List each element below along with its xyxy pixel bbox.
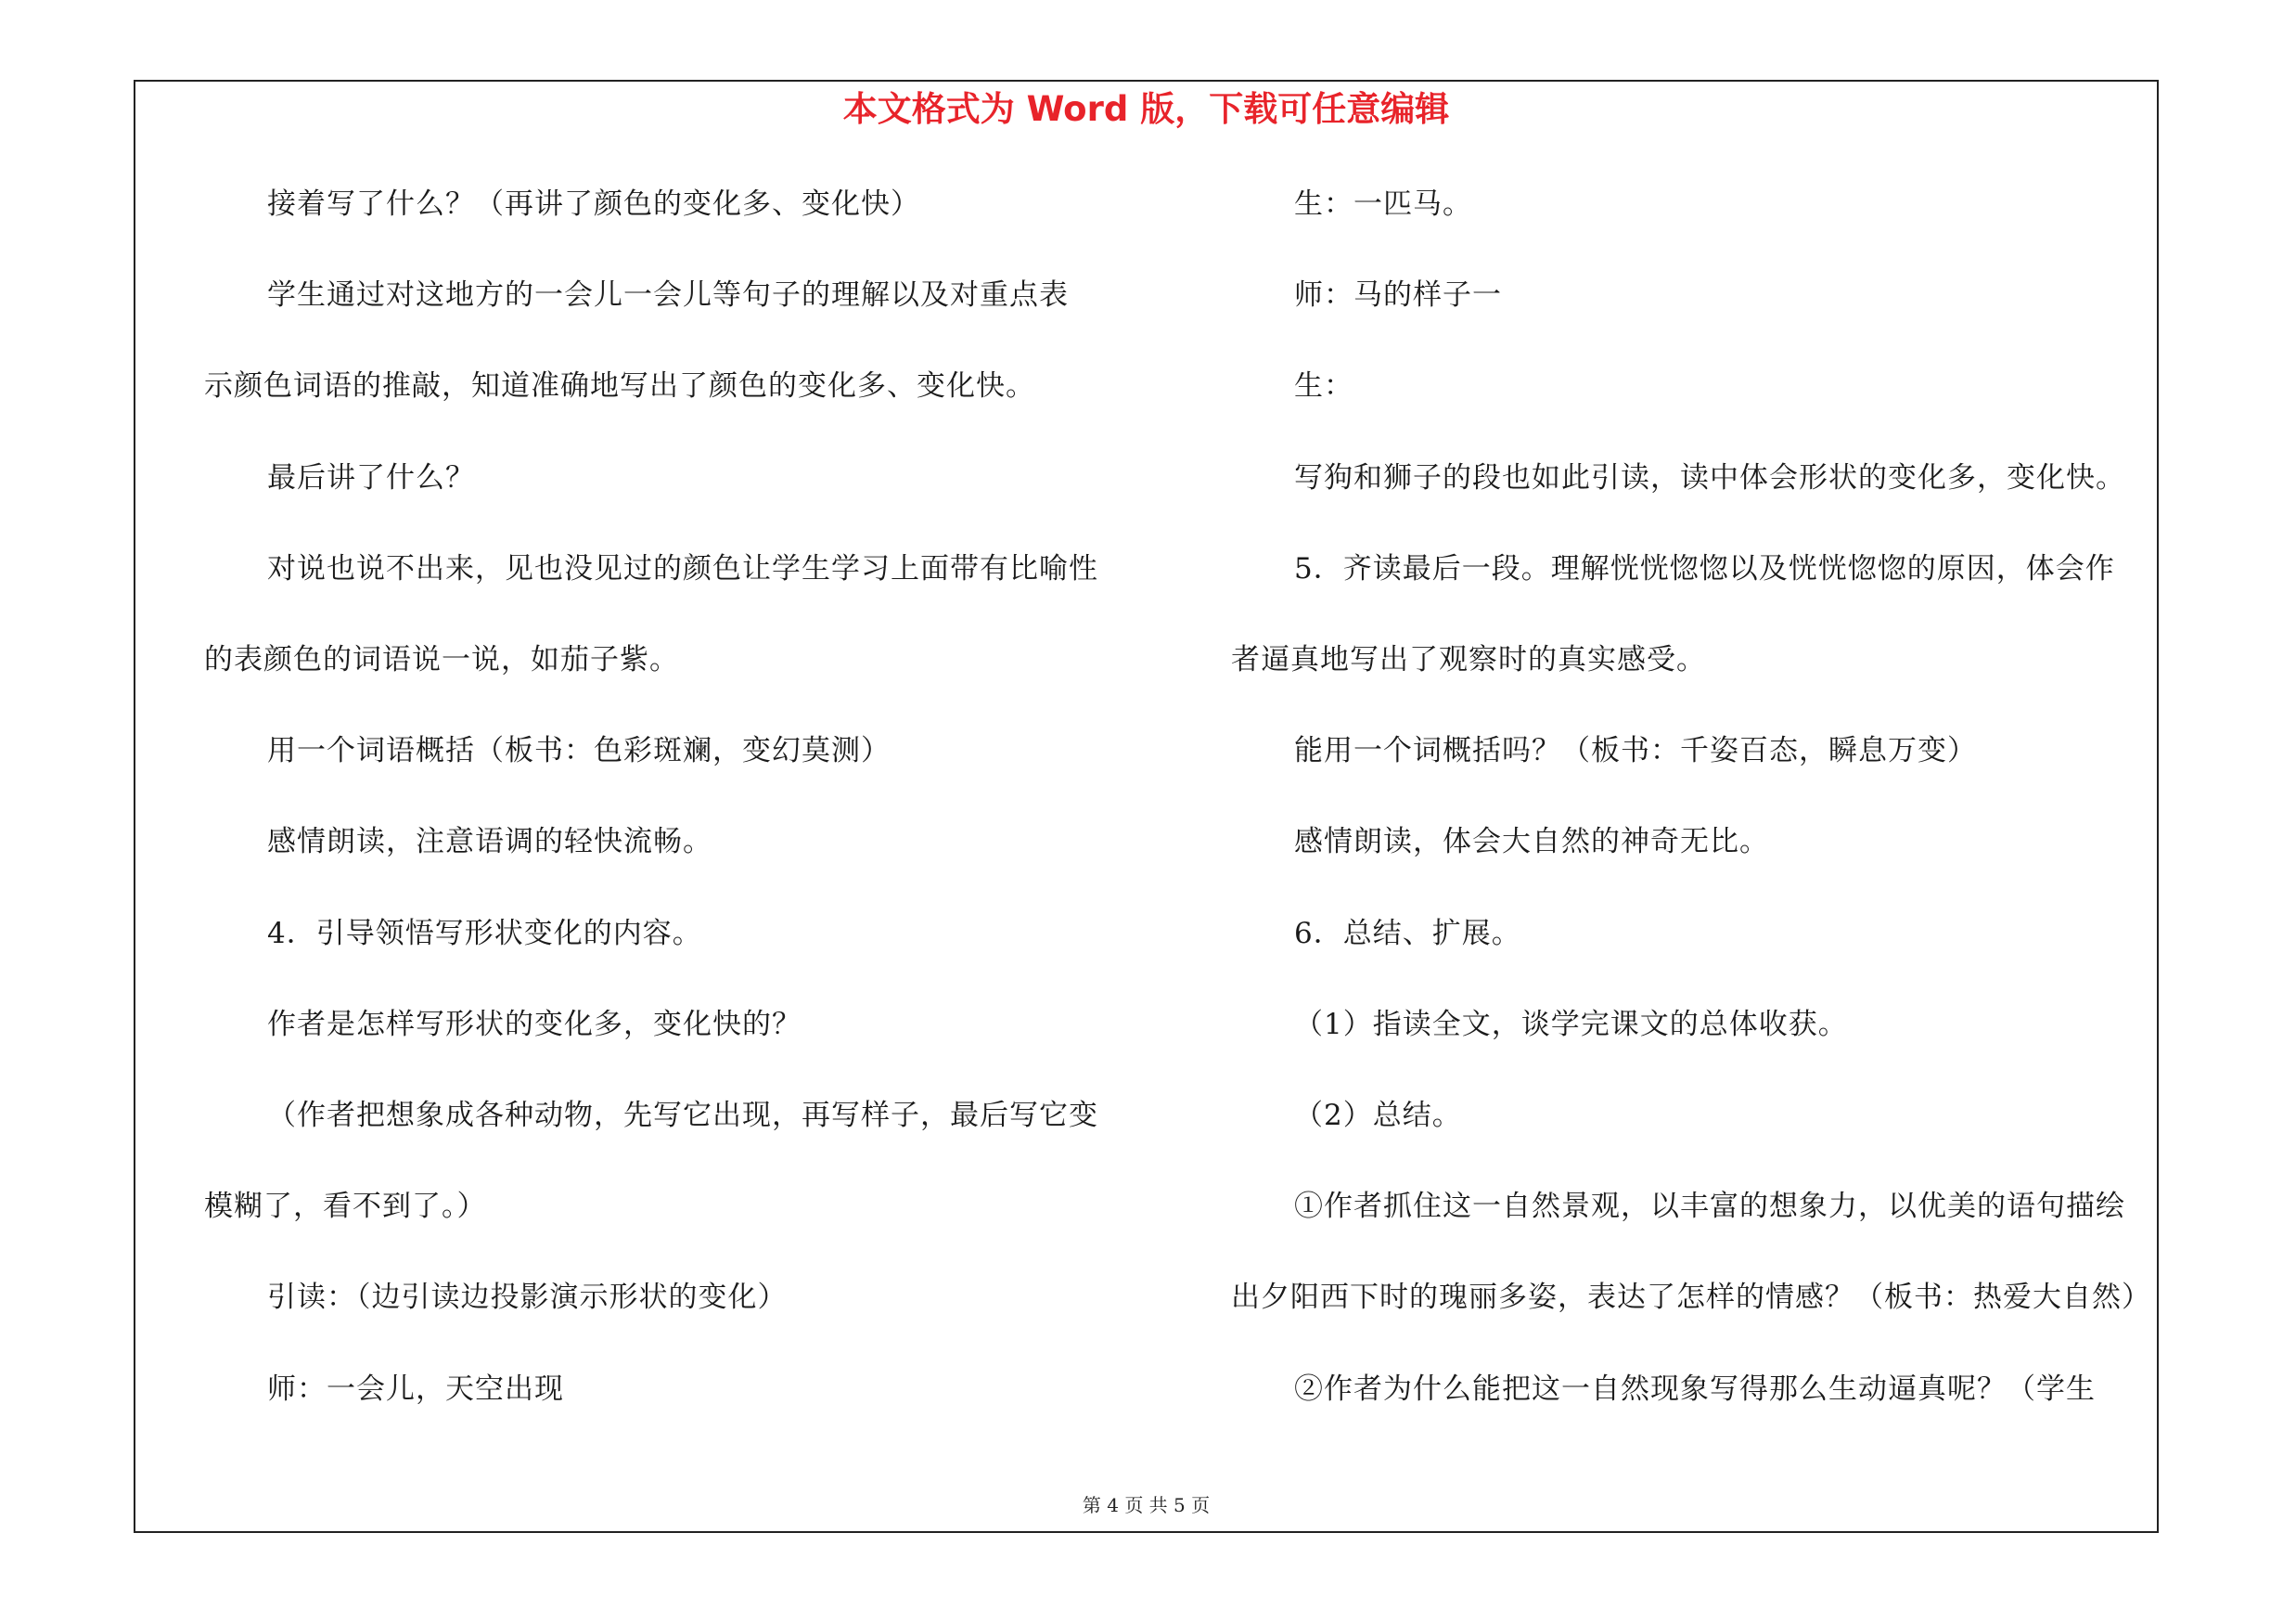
left-text-line: 示颜色词语的推敲，知道准确地写出了颜色的变化多、变化快。 xyxy=(204,369,1035,404)
document-header: 本文格式为 Word 版，下载可任意编辑 xyxy=(842,89,1450,129)
left-text-line: 接着写了什么？（再讲了颜色的变化多、变化快） xyxy=(267,187,920,221)
left-text-line: 感情朗读，注意语调的轻快流畅。 xyxy=(267,825,712,859)
right-text-line: 者逼真地写出了观察时的真实感受。 xyxy=(1231,643,1706,676)
right-text-line: 生： xyxy=(1294,369,1353,404)
right-text-line: 6．总结、扩展。 xyxy=(1294,916,1521,950)
right-text-line: 生：一匹马。 xyxy=(1294,187,1472,221)
left-text-line: 对说也说不出来，见也没见过的颜色让学生学习上面带有比喻性 xyxy=(267,551,1098,586)
right-text-line: 师：马的样子一 xyxy=(1294,278,1502,313)
right-text-line: ①作者抓住这一自然景观，以丰富的想象力，以优美的语句描绘 xyxy=(1294,1190,2125,1224)
left-text-line: 最后讲了什么？ xyxy=(267,460,475,495)
left-text-line: 模糊了，看不到了。） xyxy=(204,1190,487,1224)
page-footer: 第 4 页 共 5 页 xyxy=(1082,1494,1211,1516)
left-text-line: 4．引导领悟写形状变化的内容。 xyxy=(267,916,702,950)
left-text-line: （作者把想象成各种动物，先写它出现，再写样子，最后写它变 xyxy=(267,1099,1098,1132)
right-text-line: 写狗和狮子的段也如此引读，读中体会形状的变化多，变化快。 xyxy=(1294,460,2125,495)
left-text-line: 师：一会儿，天空出现 xyxy=(267,1372,564,1406)
left-text-line: 作者是怎样写形状的变化多，变化快的？ xyxy=(267,1007,802,1041)
right-text-line: 出夕阳西下时的瑰丽多姿，表达了怎样的情感？（板书：热爱大自然） xyxy=(1231,1281,2151,1315)
right-text-line: （1）指读全文，谈学完课文的总体收获。 xyxy=(1294,1007,1848,1041)
right-text-line: 感情朗读，体会大自然的神奇无比。 xyxy=(1294,825,1769,859)
left-text-line: 学生通过对这地方的一会儿一会儿等句子的理解以及对重点表 xyxy=(267,278,1069,313)
right-text-line: 能用一个词概括吗？（板书：千姿百态，瞬息万变） xyxy=(1294,734,1977,768)
left-text-line: 用一个词语概括（板书：色彩斑斓，变幻莫测） xyxy=(267,734,891,768)
right-text-line: 5．齐读最后一段。理解恍恍惚惚以及恍恍惚惚的原因，体会作 xyxy=(1294,551,2115,586)
left-text-line: 引读：（边引读边投影演示形状的变化） xyxy=(267,1281,788,1315)
left-text-line: 的表颜色的词语说一说，如茄子紫。 xyxy=(204,643,679,676)
right-text-line: （2）总结。 xyxy=(1294,1099,1462,1132)
right-text-line: ②作者为什么能把这一自然现象写得那么生动逼真呢？（学生 xyxy=(1294,1372,2096,1406)
